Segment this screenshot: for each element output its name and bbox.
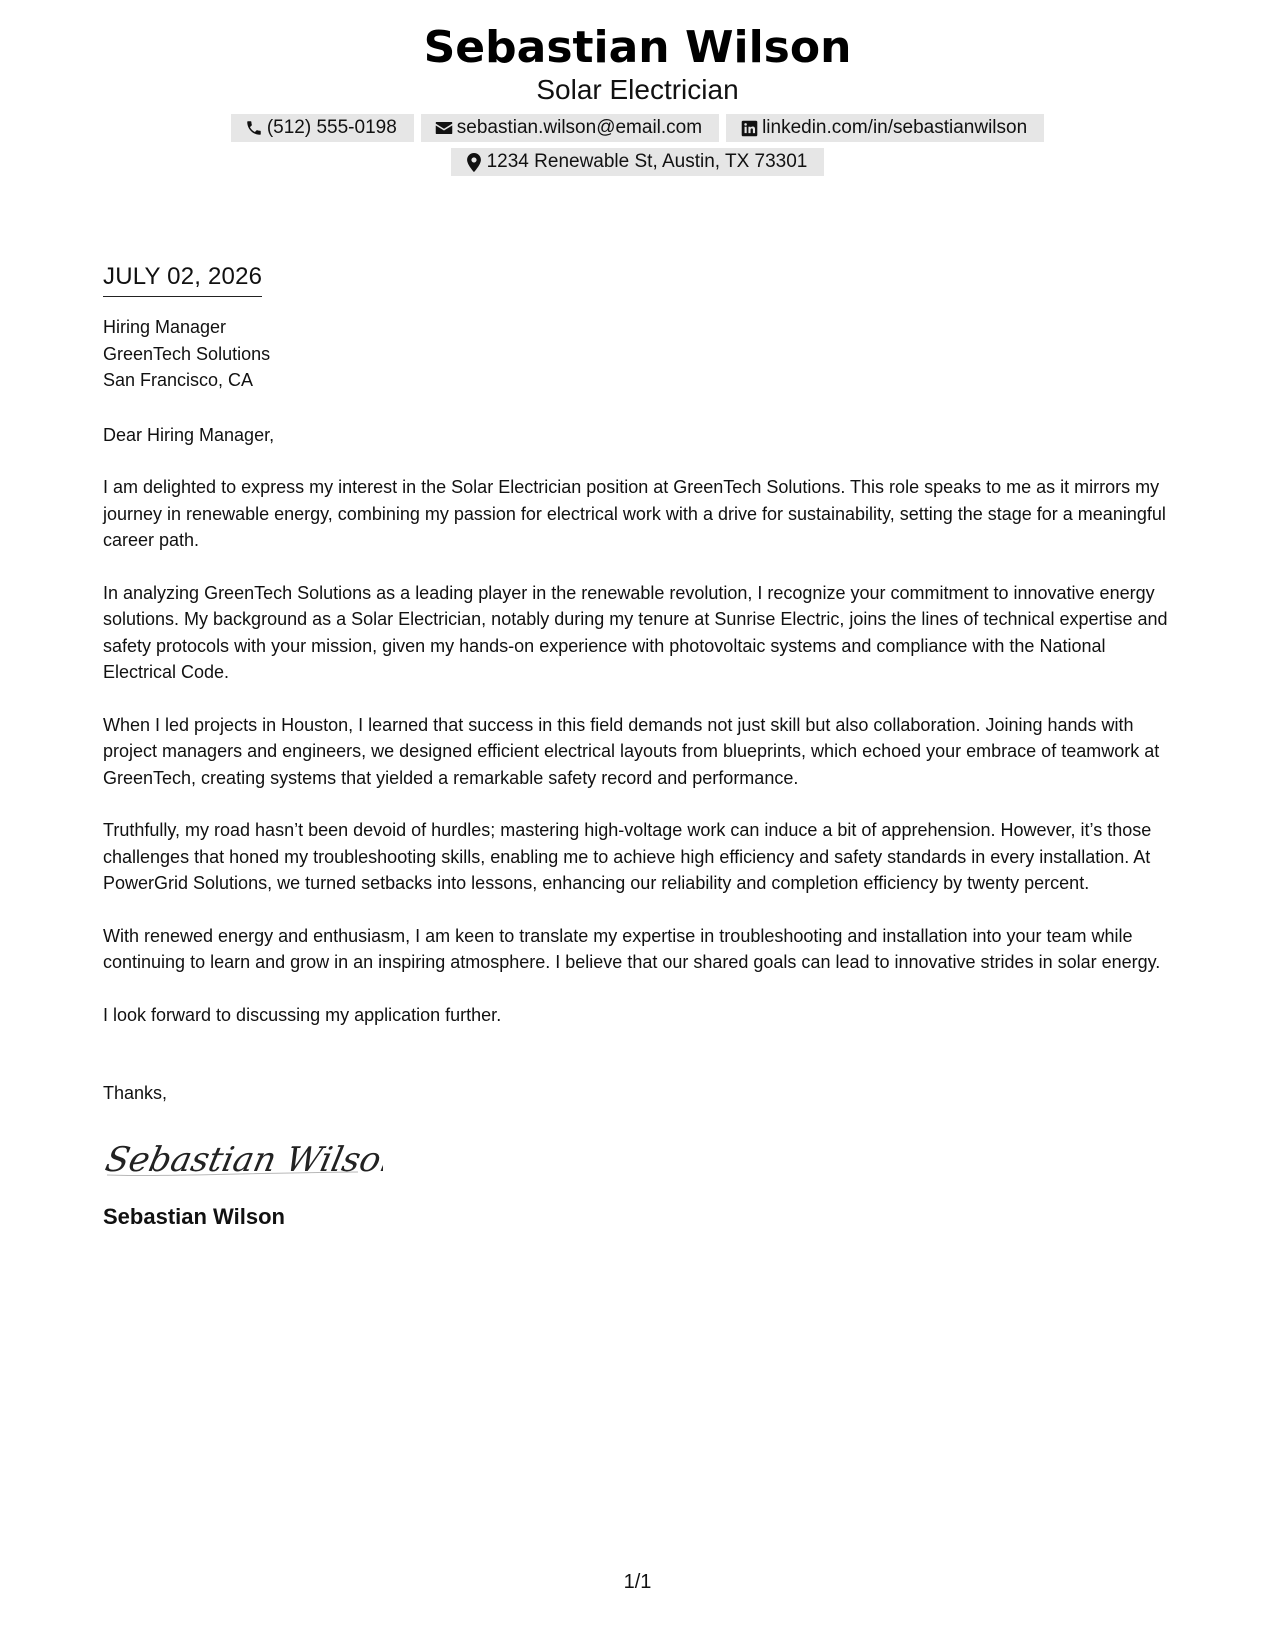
closing: Thanks, (103, 1083, 168, 1103)
letter-date: JULY 02, 2026 (103, 262, 262, 297)
linkedin-text: linkedin.com/in/sebastianwilson (762, 117, 1028, 138)
map-marker-icon (464, 152, 484, 172)
handwritten-signature (103, 1137, 1183, 1183)
recipient-company: GreenTech Solutions (103, 343, 271, 364)
contact-row-2 (0, 148, 1275, 176)
applicant-title: Solar Electrician (536, 74, 739, 105)
recipient-block (103, 314, 1183, 394)
linkedin-chip (726, 114, 1044, 142)
paragraph: I am delighted to express my interest in the Solar Electrician position at GreenTech Solutions. This role speaks to me as it mirrors my journey in renewable energy, combining my passion for electrical work with a drive for sustainability, setting the stage for a meaningful career path. (103, 477, 1166, 550)
phone-icon (244, 118, 264, 138)
envelope-icon (434, 118, 454, 138)
letter-header (0, 22, 1275, 176)
paragraph: With renewed energy and enthusiasm, I am keen to translate my expertise in troubleshooting and installation into your team while continuing to learn and grow in an inspiring atmosphere. I believe that our shared goals can lead to innovative strides in solar energy. (103, 925, 1161, 972)
paragraph: I look forward to discussing my application further. (103, 1004, 502, 1025)
page-number: 1/1 (623, 1571, 652, 1593)
linkedin-icon (739, 118, 759, 138)
contact-row-1 (0, 114, 1275, 142)
email-chip (421, 114, 719, 142)
letter-body (103, 262, 1183, 1231)
signer-name: Sebastian Wilson (103, 1203, 285, 1229)
email-text: sebastian.wilson@email.com (456, 117, 703, 138)
salutation: Dear Hiring Manager, (103, 424, 275, 445)
phone-text: (512) 555-0198 (266, 117, 397, 138)
signature-glyphs: Sebastian Wilson (103, 1139, 383, 1180)
recipient-name: Hiring Manager (103, 317, 227, 337)
address-text: 1234 Renewable St, Austin, TX 73301 (486, 151, 808, 172)
paragraph: When I led projects in Houston, I learned that success in this field demands not just skill but also collaboration. Joining hands with project managers and engineers, we designed efficient electrical layouts from blueprints, which echoed your embrace of teamwork at GreenTech, creating systems that yielded a remarkable safety record and performance. (103, 714, 1160, 788)
paragraph: Truthfully, my road hasn’t been devoid of hurdles; mastering high-voltage work can induce a bit of apprehension. However, it’s those challenges that honed my troubleshooting skills, enabling me to achieve high efficiency and safety standards in every installation. At PowerGrid Solutions, we turned setbacks into lessons, enhancing our reliability and completion efficiency by twenty percent. (103, 820, 1152, 893)
paragraph: In analyzing GreenTech Solutions as a leading player in the renewable revolution, I recognize your commitment to innovative energy solutions. My background as a Solar Electrician, notably during my tenure at Sunrise Electric, joins the lines of technical expertise and safety protocols with your mission, given my hands-on experience with photovoltaic systems and compliance with the National Electrical Code. (103, 582, 1168, 682)
applicant-name: Sebastian Wilson (423, 22, 852, 73)
address-chip (451, 148, 825, 176)
recipient-location: San Francisco, CA (103, 370, 254, 390)
signature-drawing (103, 1137, 383, 1183)
phone-chip (231, 114, 414, 142)
